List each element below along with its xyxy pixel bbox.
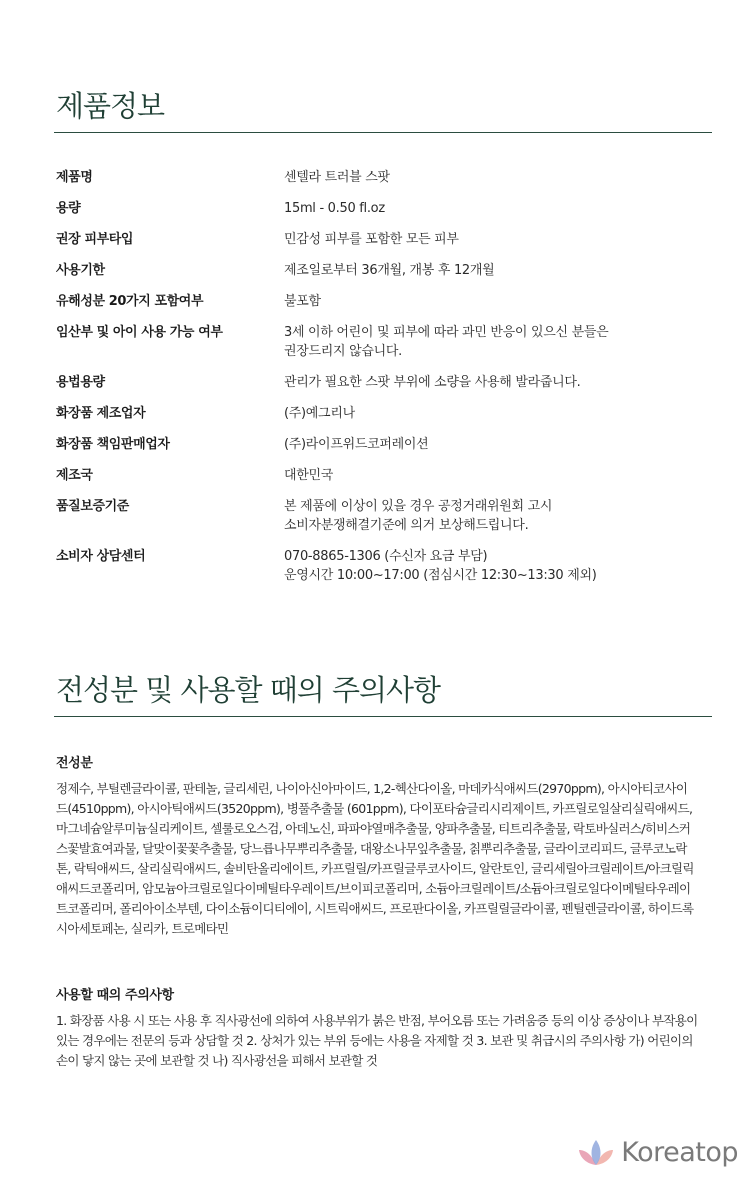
info-value [284,497,694,535]
brand-name: Koreatop [621,1137,738,1168]
ingredients-section-title: 전성분 및 사용할 때의 주의사항 [56,673,441,707]
info-row [56,466,694,485]
info-value-line: 센텔라 트러블 스팟 [284,170,390,185]
info-label: 용법용량 [56,375,105,390]
info-value [284,168,694,187]
info-label: 유해성분 20가지 포함여부 [56,294,204,309]
info-value-line: 관리가 필요한 스팟 부위에 소량을 사용해 발라줍니다. [284,375,581,390]
caution-heading: 사용할 때의 주의사항 [56,988,174,1003]
title-divider [54,132,712,133]
info-row [56,199,694,218]
info-row [56,261,694,280]
info-row [56,230,694,249]
info-label: 소비자 상담센터 [56,549,146,564]
ingredients-text: 정제수, 부틸렌글라이콜, 판테놀, 글리세린, 나이아신아마이드, 1,2-헥산다이올, 마데카식애씨드(2970ppm), 아시아티코사이드(4510ppm), 아시아틱애씨드(3520ppm), 병풀추출물 (601ppm), 다이포타슘글리시리제이트, 카프릴로일살리실릭애씨드, 마그네슘알루미늄실리케이트, 셀룰로오스검, 아데노신, 파파야열매추출물, 양파추출물, 티트리추출물, 락토바실러스/히비스커스꽃발효여과물, 달맞이꽃꽃추출물, 당느릅나무뿌리추출물, 대왕소나무잎추출물, 칡뿌리추출물, 글라이코리피드, 글루코노락톤, 락틱애씨드, 살리실릭애씨드, 솔비탄올리에이트, 카프릴릴/카프릴글루코사이드, 알란토인, 글리세릴아크릴레이트/아크릴릭애씨드코폴리머, 암모늄아크릴로일다이메틸타우레이트/브이피코폴리머, 소듐아크릴레이트/소듐아크릴로일다이메틸타우레이트코폴리머, 폴리아이소부텐, 다이소듐이디티에이, 시트릭애씨드, 프로판다이올, 카프릴릴글라이콜, 펜틸렌글라이콜, 하이드록시아세토페논, 실리카, 트로메타민 [56,781,694,936]
info-value [284,373,694,392]
info-value-line: 소비자분쟁해결기준에 의거 보상해드립니다. [284,518,529,533]
info-label: 용량 [56,201,81,216]
info-value [284,230,694,249]
info-value-line: 권장드리지 않습니다. [284,344,402,359]
info-value-line: 제조일로부터 36개월, 개봉 후 12개월 [284,263,495,278]
info-label: 화장품 제조업자 [56,406,146,421]
info-value-line: 운영시간 10:00~17:00 (점심시간 12:30~13:30 제외) [284,568,597,583]
ingredients-heading: 전성분 [56,756,93,771]
info-row [56,547,694,585]
ingredients-block [56,752,698,939]
caution-text: 1. 화장품 사용 시 또는 사용 후 직사광선에 의하여 사용부위가 붉은 반점, 부어오름 또는 가려움증 등의 이상 증상이나 부작용이 있는 경우에는 전문의 등과 상담할 것 2. 상처가 있는 부위 등에는 사용을 자제할 것 3. 보관 및 취급시의 주의사항 가) 어린이의 손이 닿지 않는 곳에 보관할 것 나) 직사광선을 피해서 보관할 것 [56,1013,698,1068]
info-value [284,292,694,311]
info-label: 품질보증기준 [56,499,129,514]
info-label: 임산부 및 아이 사용 가능 여부 [56,325,223,340]
info-value [284,261,694,280]
info-row [56,497,694,535]
info-value-line: 본 제품에 이상이 있을 경우 공정거래위원회 고시 [284,499,553,514]
info-value-line: 070-8865-1306 (수신자 요금 부담) [284,549,488,564]
info-row [56,168,694,187]
info-value-line: (주)라이프위드코퍼레이션 [284,437,429,452]
info-value [284,435,694,454]
product-info-table [56,168,694,597]
info-row [56,373,694,392]
info-label: 제품명 [56,170,93,185]
lotus-icon [577,1138,615,1168]
info-value-line: 15ml - 0.50 fl.oz [284,201,385,216]
info-label: 화장품 책임판매업자 [56,437,170,452]
info-row [56,404,694,423]
info-value [284,547,694,585]
info-value-line: 민감성 피부를 포함한 모든 피부 [284,232,459,247]
brand-logo [577,1137,738,1168]
info-value-line: (주)예그리나 [284,406,355,421]
info-value [284,404,694,423]
info-value [284,466,694,485]
info-row [56,435,694,454]
info-value-line: 대한민국 [284,468,334,483]
info-value-line: 3세 이하 어린이 및 피부에 따라 과민 반응이 있으신 분들은 [284,325,609,340]
info-row [56,323,694,361]
product-info-title: 제품정보 [56,89,165,123]
info-value-line: 불포함 [284,294,321,309]
info-label: 제조국 [56,468,93,483]
caution-block [56,984,698,1071]
info-value [284,199,694,218]
info-label: 권장 피부타입 [56,232,134,247]
info-value [284,323,694,361]
ingredients-divider [54,716,712,717]
info-row [56,292,694,311]
info-label: 사용기한 [56,263,105,278]
